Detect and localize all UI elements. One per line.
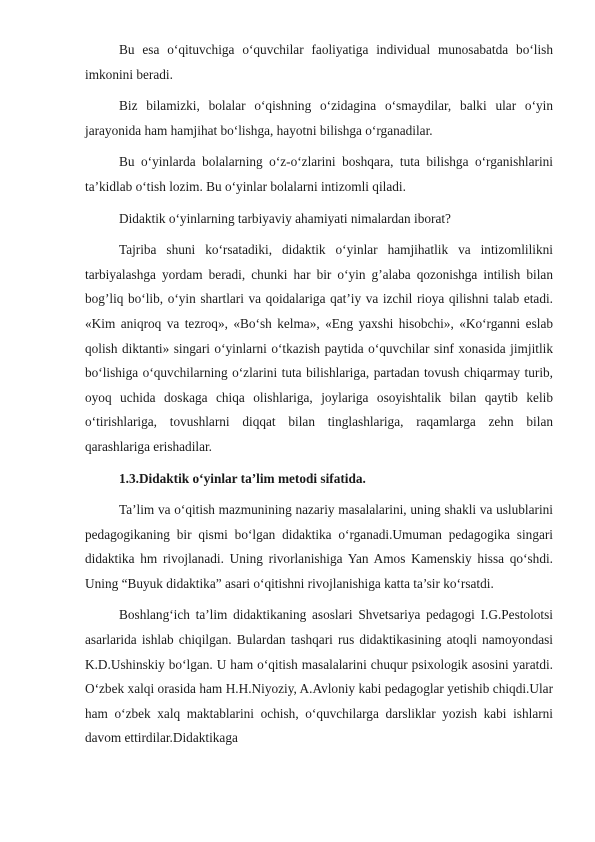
- paragraph: Tajriba shuni ko‘rsatadiki, didaktik o‘yinlar hamjihatlik va intizomlilikni tarbiyalashga yordam beradi, chunki har bir o‘yin g’alaba qozonishga intilish bilan bog’liq bo‘lib, o‘yin shartlari va qoidalariga qat’iy va izchil rioya qilishni talab etadi. «Kim aniqroq va tezroq», «Bo‘sh kelma», «Eng yaxshi hisobchi», «Ko‘rganni eslab qolish diktanti» singari o‘yinlarni o‘tkazish paytida o‘quvchilar sinf xonasida jimjitlik bo‘lishiga o‘quvchilarning o‘zlarini tuta bilishlariga, partadan tovush chiqarmay turib, oyoq uchida doskaga chiqa olishlariga, joylariga osoyishtalik bilan qaytib kelib o‘tirishlariga, tovushlarni diqqat bilan tinglashlariga, raqamlarga zehn bilan qarashlariga erishadilar.: [85, 242, 553, 454]
- section-heading: 1.3.Didaktik o‘yinlar ta’lim metodi sifatida.: [119, 470, 366, 486]
- paragraph: Biz bilamizki, bolalar o‘qishning o‘zidagina o‘smaydilar, balki ular o‘yin jarayonida ham hamjihat bo‘lishga, hayotni bilishga o‘rganadilar.: [85, 98, 553, 138]
- paragraph: Bu esa o‘qituvchiga o‘quvchilar faoliyatiga individual munosabatda bo‘lish imkonini beradi.: [85, 42, 553, 82]
- paragraph: Ta’lim va o‘qitish mazmunining nazariy masalalarini, uning shakli va uslublarini pedagogikaning bir qismi bo‘lgan didaktika o‘rganadi.Umuman pedagogika singari didaktika hm rivojlanadi. Uning rivorlanishiga Yan Amos Kamenskiy hissa qo‘shdi. Uning “Buyuk didaktika” asari o‘qitishni rivojlanishiga katta ta’sir ko‘rsatdi.: [85, 502, 553, 591]
- paragraph: Boshlang‘ich ta’lim didaktikaning asoslari Shvetsariya pedagogi I.G.Pestolotsi asarlarida ishlab chiqilgan. Bulardan tashqari rus didaktikasining atoqli namoyondasi K.D.Ushinskiy bo‘lgan. U ham o‘qitish masalalarini chuqur psixologik asosini yaratdi. O‘zbek xalqi orasida ham H.H.Niyoziy, A.Avloniy kabi pedagoglar yetishib chiqdi.Ular ham o‘zbek xalq maktablarini ochish, o‘quvchilarga darsliklar yozish kabi ishlarni davom ettirdilar.Didaktikaga: [85, 607, 553, 746]
- paragraph: Bu o‘yinlarda bolalarning o‘z-o‘zlarini boshqara, tuta bilishga o‘rganishlarini ta’kidlab o‘tish lozim. Bu o‘yinlar bolalarni intizomli qiladi.: [85, 154, 553, 194]
- paragraph: Didaktik o‘yinlarning tarbiyaviy ahamiyati nimalardan iborat?: [119, 210, 451, 226]
- document-page: [85, 38, 553, 758]
